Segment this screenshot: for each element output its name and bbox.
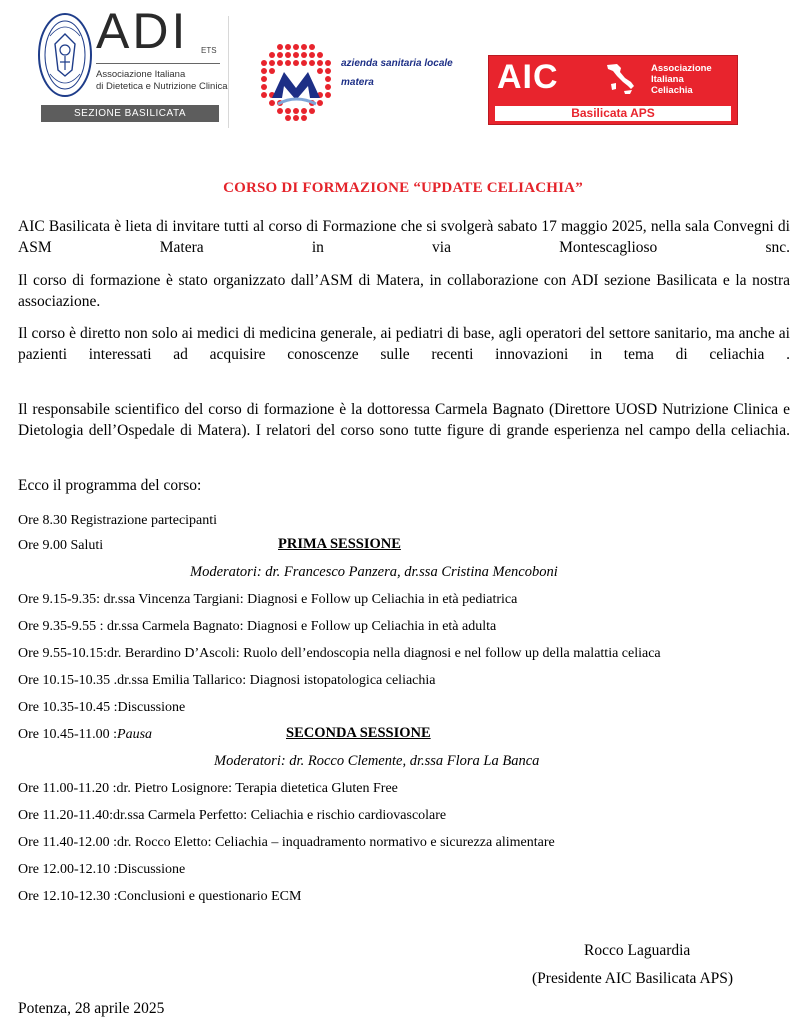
asl-name: azienda sanitaria locale xyxy=(341,58,453,69)
program-item: Ore 11.00-11.20 :dr. Pietro Losignore: Terapia dietetica Gluten Free xyxy=(18,781,398,796)
program-item: Ore 9.15-9.35: dr.ssa Vincenza Targiani: Diagnosi e Follow up Celiachia in età pediatrica xyxy=(18,592,518,607)
aic-assoc-line2: Italiana xyxy=(651,74,684,85)
program-saluti: Ore 9.00 Saluti xyxy=(18,538,104,553)
program-pausa xyxy=(18,726,152,744)
paragraph-invitation: AIC Basilicata è lieta di invitare tutti al corso di Formazione che si svolgerà sabato 17 maggio 2025, nella sala Convegni di ASM Matera in via Montescaglioso snc. xyxy=(18,218,790,256)
aic-assoc-line3: Celiachia xyxy=(651,85,693,96)
adi-logo xyxy=(38,3,228,122)
program-item: Ore 9.55-10.15:dr. Berardino D’Ascoli: Ruolo dell’endoscopia nella diagnosi e nel follow up della malattia celiaca xyxy=(18,646,661,661)
adi-divider xyxy=(96,63,220,64)
program-registration: Ore 8.30 Registrazione partecipanti xyxy=(18,513,218,528)
asl-city: matera xyxy=(341,77,374,88)
session2-title: SECONDA SESSIONE xyxy=(286,725,431,741)
place-date: Potenza, 28 aprile 2025 xyxy=(18,1000,165,1017)
paragraph-scientific-lead: Il responsabile scientifico del corso di formazione è la dottoressa Carmela Bagnato (Direttore UOSD Nutrizione Clinica e Dietologia dell’Ospedale di Matera). I relatori del corso sono tutte figure di grande esperienza nel campo della celiachia. xyxy=(18,401,790,439)
signature-name: Rocco Laguardia xyxy=(584,942,691,959)
adi-acronym: ADI xyxy=(96,3,189,59)
signature-role: (Presidente AIC Basilicata APS) xyxy=(532,970,734,987)
pausa-label: Pausa xyxy=(117,727,153,742)
program-item: Ore 11.40-12.00 :dr. Rocco Eletto: Celiachia – inquadramento normativo e sicurezza alimentare xyxy=(18,835,555,850)
session2-moderators: Moderatori: dr. Rocco Clemente, dr.ssa Flora La Banca xyxy=(214,753,540,769)
adi-name-line1: Associazione Italiana xyxy=(96,69,186,80)
asl-mark-icon xyxy=(258,42,336,122)
program-item: Ore 10.15-10.35 .dr.ssa Emilia Tallarico: Diagnosi istopatologica celiachia xyxy=(18,673,436,688)
paragraph-audience: Il corso è diretto non solo ai medici di medicina generale, ai pediatri di base, agli operatori del settore sanitario, ma anche ai pazienti interessati ad acquisire conoscenze sulle recenti innovazioni in tema di celiachia . xyxy=(18,325,790,363)
asl-logo xyxy=(258,42,458,122)
program-item: Ore 12.00-12.10 :Discussione xyxy=(18,862,186,877)
program-item: Ore 11.20-11.40:dr.ssa Carmela Perfetto: Celiachia e rischio cardiovascolare xyxy=(18,808,447,823)
adi-seal-icon xyxy=(38,12,92,98)
paragraph-organization: Il corso di formazione è stato organizzato dall’ASM di Matera, in collaborazione con ADI sezione Basilicata e la nostra associazione. xyxy=(18,272,790,310)
aic-acronym: AIC xyxy=(497,58,559,96)
paragraph-program-intro: Ecco il programma del corso: xyxy=(18,477,202,494)
adi-ets: ETS xyxy=(201,46,217,55)
header-separator xyxy=(228,16,229,128)
program-item: Ore 9.35-9.55 : dr.ssa Carmela Bagnato: Diagnosi e Follow up Celiachia in età adulta xyxy=(18,619,497,634)
program-item: Ore 12.10-12.30 :Conclusioni e questionario ECM xyxy=(18,889,302,904)
aic-logo xyxy=(488,55,738,125)
aic-region-bar: Basilicata APS xyxy=(495,106,731,121)
session1-title: PRIMA SESSIONE xyxy=(278,536,401,552)
document-title: CORSO DI FORMAZIONE “UPDATE CELIACHIA” xyxy=(223,180,583,196)
pausa-time: Ore 10.45-11.00 : xyxy=(18,727,118,742)
adi-name-line2: di Dietetica e Nutrizione Clinica xyxy=(96,81,228,92)
program-item: Ore 10.35-10.45 :Discussione xyxy=(18,700,186,715)
italy-map-icon xyxy=(601,62,641,96)
aic-assoc-line1: Associazione xyxy=(651,63,712,74)
adi-section-bar: SEZIONE BASILICATA xyxy=(41,105,219,122)
session1-moderators: Moderatori: dr. Francesco Panzera, dr.ssa Cristina Mencoboni xyxy=(190,564,558,580)
